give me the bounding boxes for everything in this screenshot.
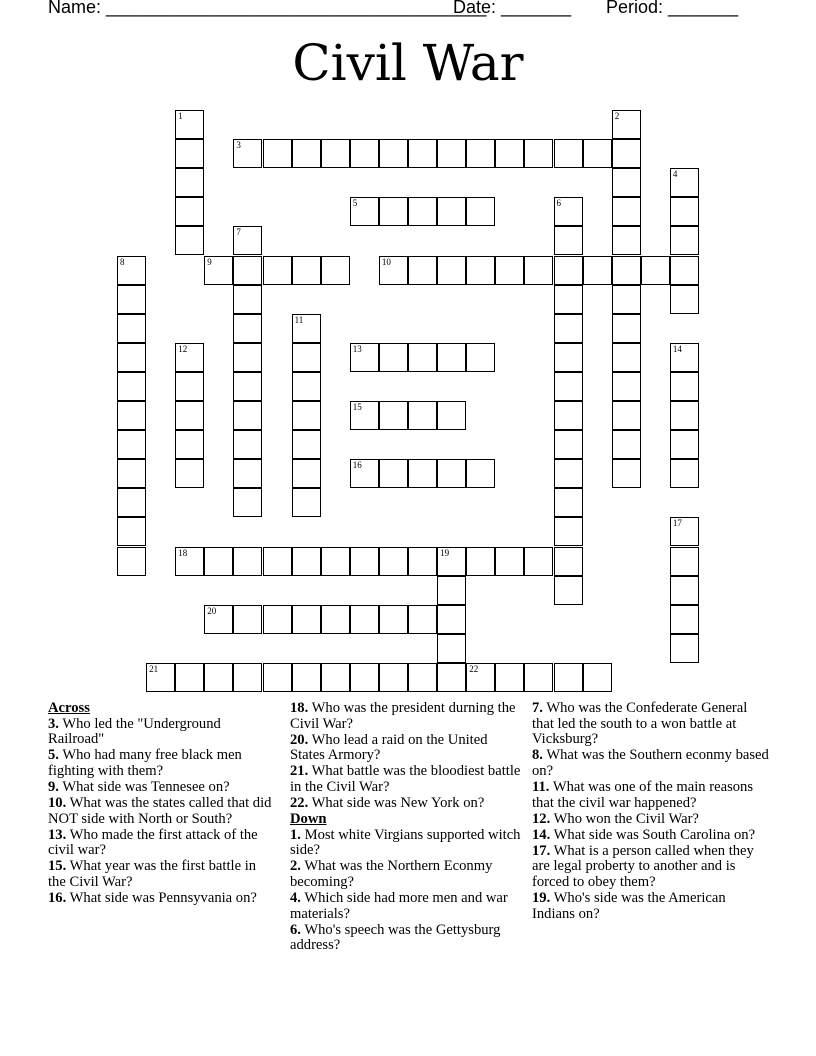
grid-cell[interactable] bbox=[437, 343, 466, 372]
grid-cell[interactable] bbox=[466, 139, 495, 168]
clue-number: 11 bbox=[294, 314, 304, 325]
grid-cell[interactable] bbox=[379, 197, 408, 226]
clue-down-11: 11. What was one of the main reasons that the civil war happened? bbox=[532, 778, 754, 811]
grid-cell[interactable] bbox=[117, 343, 146, 372]
grid-cell[interactable] bbox=[204, 547, 233, 576]
grid-cell[interactable] bbox=[263, 663, 292, 692]
grid-cell[interactable] bbox=[175, 663, 204, 692]
grid-cell[interactable] bbox=[437, 197, 466, 226]
grid-cell[interactable] bbox=[408, 605, 437, 634]
clue-down-4: 4. Which side had more men and war materials? bbox=[290, 890, 508, 922]
grid-cell[interactable] bbox=[204, 663, 233, 692]
grid-cell[interactable] bbox=[292, 314, 321, 343]
grid-cell[interactable] bbox=[670, 197, 699, 226]
grid-cell[interactable] bbox=[437, 663, 466, 692]
clue-number: 15 bbox=[352, 402, 362, 412]
grid-cell[interactable] bbox=[612, 197, 641, 226]
grid-cell[interactable] bbox=[350, 547, 379, 576]
grid-cell[interactable] bbox=[670, 372, 699, 401]
clue-number: 20 bbox=[207, 605, 217, 616]
grid-cell[interactable] bbox=[408, 663, 437, 692]
grid-cell[interactable] bbox=[117, 459, 146, 488]
clue-across-18: 18. Who was the president durning the Civil War? bbox=[290, 700, 516, 732]
clue-number: 18 bbox=[178, 547, 188, 558]
grid-cell[interactable] bbox=[350, 197, 379, 226]
grid-cell[interactable] bbox=[612, 110, 641, 139]
grid-cell[interactable] bbox=[408, 197, 437, 226]
clue-down-19: 19. Who's side was the American Indians on? bbox=[532, 890, 726, 922]
grid-cell[interactable] bbox=[117, 517, 146, 546]
clue-down-17: 17. What is a person called when they are legal proberty to another and is forced to obey them? bbox=[532, 842, 754, 891]
grid-cell[interactable] bbox=[524, 547, 553, 576]
grid-cell[interactable] bbox=[466, 547, 495, 576]
grid-cell[interactable] bbox=[175, 372, 204, 401]
grid-cell[interactable] bbox=[554, 430, 583, 459]
grid-cell[interactable] bbox=[524, 139, 553, 168]
clue-column-1 bbox=[48, 701, 276, 907]
grid-cell[interactable] bbox=[641, 256, 670, 285]
grid-cell[interactable] bbox=[670, 430, 699, 459]
grid-cell[interactable] bbox=[670, 168, 699, 197]
grid-cell[interactable] bbox=[612, 372, 641, 401]
grid-cell[interactable] bbox=[554, 459, 583, 488]
clue-number: 16 bbox=[352, 460, 362, 471]
grid-cell[interactable] bbox=[292, 372, 321, 401]
clue-down-1: 1. Most white Virgians supported witch side? bbox=[290, 826, 521, 859]
grid-cell[interactable] bbox=[117, 285, 146, 314]
grid-cell[interactable] bbox=[233, 314, 262, 343]
clue-number: 22 bbox=[469, 663, 479, 674]
grid-cell[interactable] bbox=[263, 139, 292, 168]
grid-cell[interactable] bbox=[554, 197, 583, 226]
grid-cell[interactable] bbox=[233, 401, 262, 430]
grid-cell[interactable] bbox=[670, 517, 699, 546]
grid-cell[interactable] bbox=[379, 343, 408, 372]
clue-number: 8 bbox=[120, 256, 125, 267]
grid-cell[interactable] bbox=[554, 139, 583, 168]
grid-cell[interactable] bbox=[437, 139, 466, 168]
grid-cell[interactable] bbox=[466, 343, 495, 372]
grid-cell[interactable] bbox=[292, 343, 321, 372]
clue-down-7: 7. Who was the Confederate General that led the south to a won battle at Vicksburg? bbox=[532, 700, 748, 748]
clue-across-10: 10. What was the states called that did NOT side with North or South? bbox=[48, 795, 272, 827]
grid-cell[interactable] bbox=[350, 459, 379, 488]
grid-cell[interactable] bbox=[292, 401, 321, 430]
grid-cell[interactable] bbox=[292, 459, 321, 488]
grid-cell[interactable] bbox=[408, 343, 437, 372]
grid-cell[interactable] bbox=[321, 605, 350, 634]
grid-cell[interactable] bbox=[554, 226, 583, 255]
grid-cell[interactable] bbox=[554, 547, 583, 576]
grid-cell[interactable] bbox=[379, 401, 408, 430]
clue-number: 2 bbox=[614, 111, 620, 121]
grid-cell[interactable] bbox=[321, 256, 350, 285]
grid-cell[interactable] bbox=[175, 197, 204, 226]
grid-cell[interactable] bbox=[379, 663, 408, 692]
grid-cell[interactable] bbox=[466, 459, 495, 488]
grid-cell[interactable] bbox=[233, 605, 262, 634]
grid-cell[interactable] bbox=[612, 226, 641, 255]
down-heading: Down bbox=[290, 811, 327, 828]
grid-cell[interactable] bbox=[670, 634, 699, 663]
grid-cell[interactable] bbox=[612, 168, 641, 197]
clue-across-22: 22. What side was New York on? bbox=[290, 795, 485, 812]
clue-number: 9 bbox=[207, 256, 212, 267]
grid-cell[interactable] bbox=[408, 401, 437, 430]
grid-cell[interactable] bbox=[175, 139, 204, 168]
name-field-label[interactable]: Name: ______________________________________ bbox=[48, 0, 487, 17]
puzzle-title: Civil War bbox=[292, 34, 524, 92]
clue-column-2 bbox=[290, 701, 522, 955]
grid-cell[interactable] bbox=[670, 226, 699, 255]
grid-cell[interactable] bbox=[233, 663, 262, 692]
grid-cell[interactable] bbox=[321, 547, 350, 576]
grid-cell[interactable] bbox=[263, 547, 292, 576]
grid-cell[interactable] bbox=[670, 459, 699, 488]
clue-number: 1 bbox=[178, 111, 183, 121]
grid-cell[interactable] bbox=[554, 576, 583, 605]
grid-cell[interactable] bbox=[233, 256, 262, 285]
grid-cell[interactable] bbox=[350, 343, 379, 372]
grid-cell[interactable] bbox=[175, 343, 204, 372]
grid-cell[interactable] bbox=[466, 256, 495, 285]
grid-cell[interactable] bbox=[524, 256, 553, 285]
grid-cell[interactable] bbox=[583, 663, 612, 692]
grid-cell[interactable] bbox=[437, 634, 466, 663]
clue-across-21: 21. What battle was the bloodiest battle in the Civil War? bbox=[290, 763, 521, 795]
grid-cell[interactable] bbox=[524, 663, 553, 692]
clue-number: 10 bbox=[381, 256, 391, 267]
grid-cell[interactable] bbox=[350, 663, 379, 692]
grid-cell[interactable] bbox=[117, 488, 146, 517]
grid-cell[interactable] bbox=[175, 168, 204, 197]
across-heading: Across bbox=[48, 700, 90, 716]
grid-cell[interactable] bbox=[495, 139, 524, 168]
grid-cell[interactable] bbox=[408, 256, 437, 285]
grid-cell[interactable] bbox=[408, 139, 437, 168]
grid-cell[interactable] bbox=[233, 488, 262, 517]
grid-cell[interactable] bbox=[554, 401, 583, 430]
grid-cell[interactable] bbox=[175, 226, 204, 255]
clue-number: 17 bbox=[672, 518, 682, 529]
grid-cell[interactable] bbox=[292, 547, 321, 576]
grid-cell[interactable] bbox=[292, 139, 321, 168]
grid-cell[interactable] bbox=[670, 401, 699, 430]
grid-cell[interactable] bbox=[670, 547, 699, 576]
grid-cell[interactable] bbox=[292, 256, 321, 285]
grid-cell[interactable] bbox=[350, 605, 379, 634]
clue-number: 19 bbox=[440, 547, 450, 558]
grid-cell[interactable] bbox=[466, 663, 495, 692]
grid-cell[interactable] bbox=[117, 430, 146, 459]
grid-cell[interactable] bbox=[233, 139, 262, 168]
grid-cell[interactable] bbox=[117, 314, 146, 343]
grid-cell[interactable] bbox=[117, 256, 146, 285]
grid-cell[interactable] bbox=[437, 576, 466, 605]
grid-cell[interactable] bbox=[321, 139, 350, 168]
grid-cell[interactable] bbox=[466, 197, 495, 226]
clue-number: 12 bbox=[178, 343, 188, 354]
grid-cell[interactable] bbox=[379, 256, 408, 285]
grid-cell[interactable] bbox=[554, 517, 583, 546]
grid-cell[interactable] bbox=[175, 110, 204, 139]
grid-cell[interactable] bbox=[670, 256, 699, 285]
clue-column-3 bbox=[532, 701, 772, 923]
grid-cell[interactable] bbox=[612, 314, 641, 343]
grid-cell[interactable] bbox=[612, 256, 641, 285]
grid-cell[interactable] bbox=[292, 488, 321, 517]
grid-cell[interactable] bbox=[175, 430, 204, 459]
clue-down-2: 2. What was the Northern Econmy becoming? bbox=[290, 858, 493, 891]
clue-down-12: 12. Who won the Civil War? bbox=[532, 810, 699, 827]
grid-cell[interactable] bbox=[117, 547, 146, 576]
clue-number: 4 bbox=[672, 169, 678, 180]
clue-across-15: 15. What year was the first battle in the Civil War? bbox=[48, 858, 257, 891]
grid-cell[interactable] bbox=[175, 547, 204, 576]
grid-cell[interactable] bbox=[670, 576, 699, 605]
period-field-label[interactable]: Period: _______ bbox=[606, 0, 739, 17]
grid-cell[interactable] bbox=[146, 663, 175, 692]
grid-cell[interactable] bbox=[379, 605, 408, 634]
grid-cell[interactable] bbox=[175, 459, 204, 488]
grid-cell[interactable] bbox=[233, 547, 262, 576]
grid-cell[interactable] bbox=[292, 605, 321, 634]
grid-cell[interactable] bbox=[350, 139, 379, 168]
clue-across-5: 5. Who had many free black men fighting with them? bbox=[48, 747, 242, 779]
grid-cell[interactable] bbox=[612, 430, 641, 459]
grid-cell[interactable] bbox=[612, 139, 641, 168]
grid-cell[interactable] bbox=[263, 256, 292, 285]
clue-down-8: 8. What was the Southern econmy based on? bbox=[532, 747, 769, 779]
grid-cell[interactable] bbox=[554, 285, 583, 314]
clue-number: 14 bbox=[672, 343, 682, 354]
grid-cell[interactable] bbox=[583, 256, 612, 285]
grid-cell[interactable] bbox=[554, 663, 583, 692]
grid-cell[interactable] bbox=[408, 547, 437, 576]
grid-cell[interactable] bbox=[233, 285, 262, 314]
clue-across-20: 20. Who lead a raid on the United States Armory? bbox=[290, 731, 488, 764]
grid-cell[interactable] bbox=[292, 663, 321, 692]
grid-cell[interactable] bbox=[437, 401, 466, 430]
clue-down-14: 14. What side was South Carolina on? bbox=[532, 826, 756, 843]
grid-cell[interactable] bbox=[263, 605, 292, 634]
grid-cell[interactable] bbox=[379, 139, 408, 168]
grid-cell[interactable] bbox=[612, 285, 641, 314]
grid-cell[interactable] bbox=[554, 488, 583, 517]
grid-cell[interactable] bbox=[117, 372, 146, 401]
grid-cell[interactable] bbox=[233, 459, 262, 488]
grid-cell[interactable] bbox=[554, 372, 583, 401]
date-field-label[interactable]: Date: _______ bbox=[453, 0, 572, 17]
grid-cell[interactable] bbox=[437, 256, 466, 285]
grid-cell[interactable] bbox=[117, 401, 146, 430]
grid-cell[interactable] bbox=[204, 605, 233, 634]
grid-cell[interactable] bbox=[612, 459, 641, 488]
grid-cell[interactable] bbox=[583, 139, 612, 168]
grid-cell[interactable] bbox=[437, 459, 466, 488]
grid-cell[interactable] bbox=[350, 401, 379, 430]
grid-cell[interactable] bbox=[175, 401, 204, 430]
clue-number: 13 bbox=[352, 343, 362, 354]
grid-cell[interactable] bbox=[670, 285, 699, 314]
grid-cell[interactable] bbox=[204, 256, 233, 285]
grid-cell[interactable] bbox=[495, 547, 524, 576]
grid-cell[interactable] bbox=[233, 226, 262, 255]
clue-across-13: 13. Who made the first attack of the civil war? bbox=[48, 826, 258, 859]
grid-cell[interactable] bbox=[437, 605, 466, 634]
grid-cell[interactable] bbox=[612, 401, 641, 430]
grid-cell[interactable] bbox=[437, 547, 466, 576]
grid-cell[interactable] bbox=[670, 605, 699, 634]
clue-number: 7 bbox=[236, 227, 241, 238]
clue-across-9: 9. What side was Tennesee on? bbox=[48, 778, 230, 795]
grid-cell[interactable] bbox=[495, 663, 524, 692]
grid-cell[interactable] bbox=[321, 663, 350, 692]
grid-cell[interactable] bbox=[554, 256, 583, 285]
grid-cell[interactable] bbox=[292, 430, 321, 459]
grid-cell[interactable] bbox=[379, 547, 408, 576]
clue-across-3: 3. Who led the "Underground Railroad" bbox=[48, 715, 221, 748]
grid-cell[interactable] bbox=[612, 343, 641, 372]
grid-cell[interactable] bbox=[554, 343, 583, 372]
grid-cell[interactable] bbox=[233, 430, 262, 459]
clue-number: 3 bbox=[236, 140, 241, 151]
clue-number: 6 bbox=[556, 198, 561, 209]
clue-down-6: 6. Who's speech was the Gettysburg address? bbox=[290, 921, 501, 954]
grid-cell[interactable] bbox=[233, 372, 262, 401]
grid-cell[interactable] bbox=[379, 459, 408, 488]
clue-number: 5 bbox=[352, 198, 358, 209]
grid-cell[interactable] bbox=[233, 343, 262, 372]
clue-across-16: 16. What side was Pennsyvania on? bbox=[48, 890, 257, 907]
clue-number: 21 bbox=[149, 663, 159, 674]
grid-cell[interactable] bbox=[495, 256, 524, 285]
grid-cell[interactable] bbox=[670, 343, 699, 372]
grid-cell[interactable] bbox=[554, 314, 583, 343]
grid-cell[interactable] bbox=[408, 459, 437, 488]
